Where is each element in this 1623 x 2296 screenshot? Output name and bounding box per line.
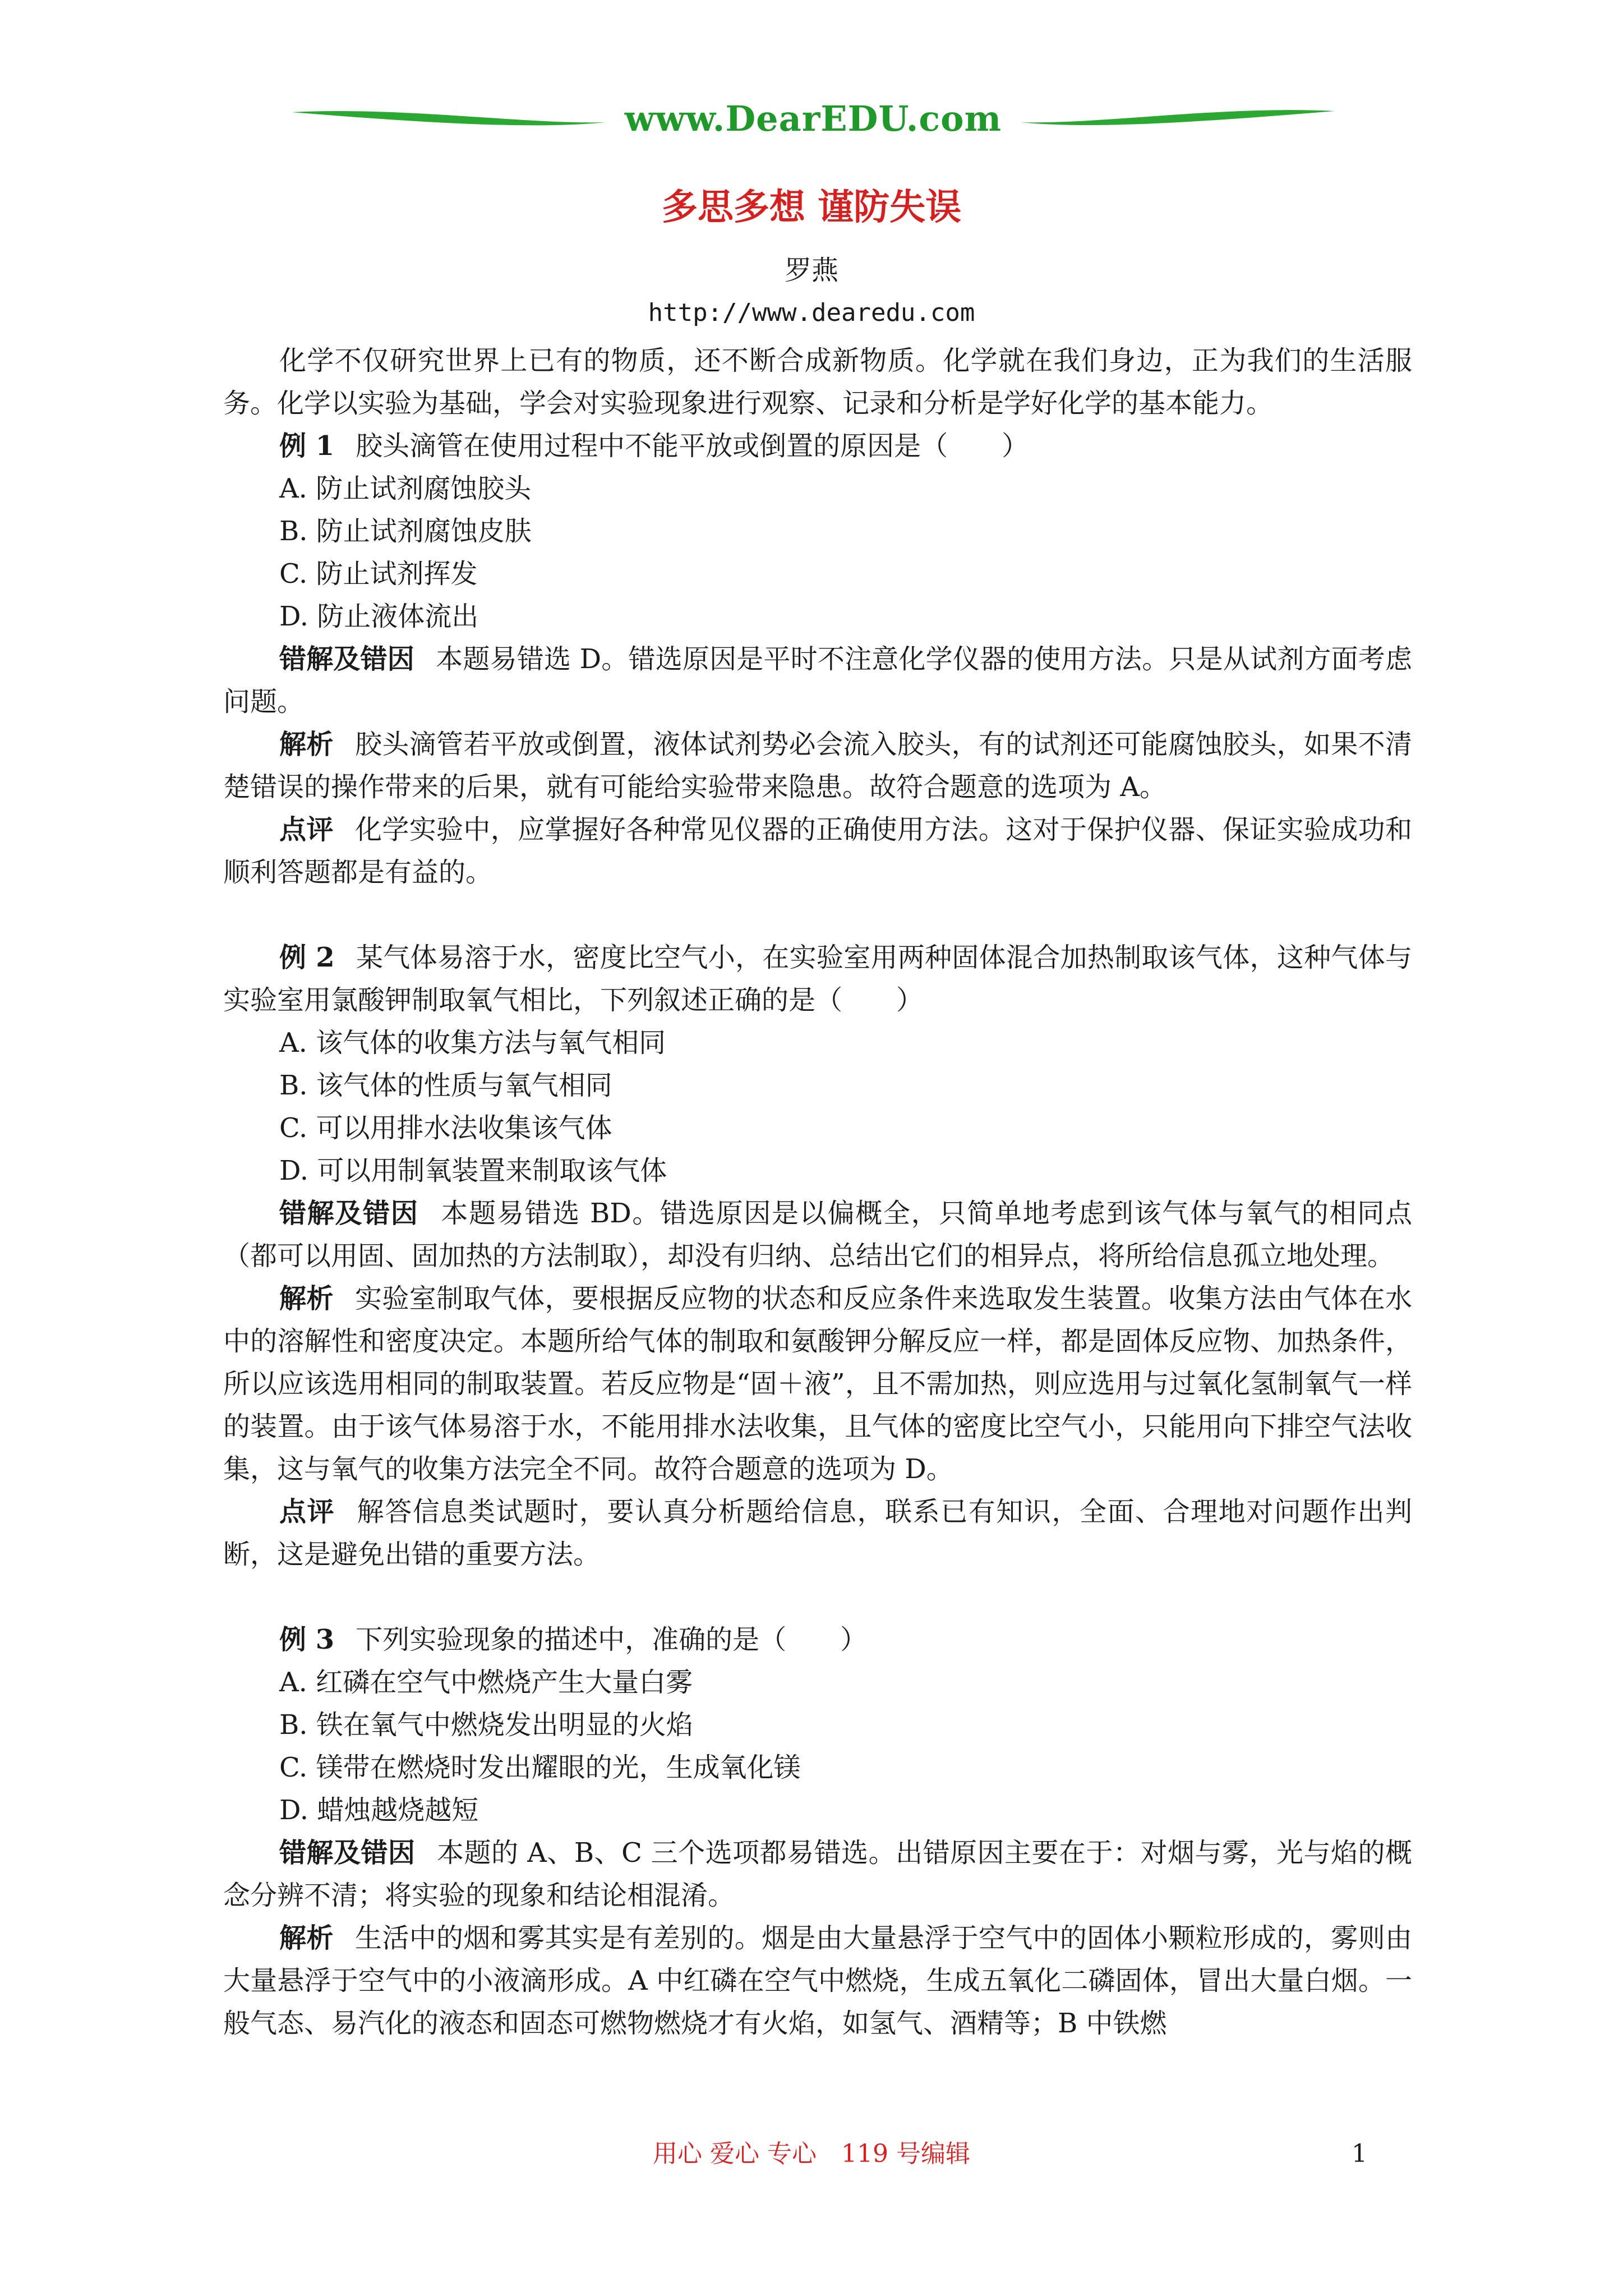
option-item: C. 可以用排水法收集该气体 (279, 1112, 612, 1144)
example-label: 例 3 (279, 1624, 335, 1655)
error-label: 错解及错因 (279, 643, 414, 675)
error-text: 本题易错选 BD。错选原因是以偏概全，只简单地考虑到该气体与氧气的相同点（都可以用固、固加热的方法制取），却没有归纳、总结出它们的相异点，将所给信息孤立地处理。 (223, 1198, 1412, 1272)
example-3-question (223, 1618, 1412, 1661)
comment-text: 解答信息类试题时，要认真分析题给信息，联系已有知识，全面、合理地对问题作出判断，这是避免出错的重要方法。 (223, 1496, 1412, 1570)
option-item: A. 防止试剂腐蚀胶头 (279, 473, 532, 504)
option-item: B. 防止试剂腐蚀皮肤 (279, 516, 532, 547)
analysis-text: 实验室制取气体，要根据反应物的状态和反应条件来选取发生装置。收集方法由气体在水中的溶解性和密度决定。本题所给气体的制取和氨酸钾分解反应一样，都是固体反应物、加热条件，所以应该选用相同的制取装置。若反应物是“固＋液”，且不需加热，则应选用与过氧化氢制氧气一样的装置。由于该气体易溶于水，不能用排水法收集，且气体的密度比空气小，只能用向下排空气法收集，这与氧气的收集方法完全不同。故符合题意的选项为 D。 (223, 1283, 1412, 1485)
question-text: 某气体易溶于水，密度比空气小，在实验室用两种固体混合加热制取该气体，这种气体与实验室用氯酸钾制取氧气相比，下列叙述正确的是（ ） (223, 942, 1412, 1016)
analysis-label: 解析 (279, 1283, 334, 1314)
question-text: 下列实验现象的描述中，准确的是（ ） (356, 1624, 868, 1655)
comment-label: 点评 (279, 1496, 335, 1527)
option-item: D. 防止液体流出 (279, 601, 479, 632)
example-2-analysis (223, 1277, 1412, 1490)
error-text: 本题的 A、B、C 三个选项都易错选。出错原因主要在于：对烟与雾，光与焰的概念分辨不清；将实验的现象和结论相混淆。 (223, 1837, 1412, 1911)
comment-text: 化学实验中，应掌握好各种常见仪器的正确使用方法。这对于保护仪器、保证实验成功和顺利答题都是有益的。 (223, 814, 1412, 888)
example-label: 例 2 (279, 942, 335, 973)
page-title: 多思多想 谨防失误 (661, 186, 962, 228)
analysis-label: 解析 (279, 729, 334, 760)
error-label: 错解及错因 (279, 1198, 419, 1229)
example-3-error (223, 1832, 1412, 1917)
source-url[interactable]: http://www.dearedu.com (648, 298, 975, 327)
analysis-text: 生活中的烟和雾其实是有差别的。烟是由大量悬浮于空气中的固体小颗粒形成的，雾则由大量悬浮于空气中的小液滴形成。A 中红磷在空气中燃烧，生成五氧化二磷固体，冒出大量白烟。一般气态、易汽化的液态和固态可燃物燃烧才有火焰，如氢气、酒精等；B 中铁燃 (223, 1922, 1412, 2039)
option-item: C. 防止试剂挥发 (279, 558, 478, 590)
option-item: D. 蜡烛越烧越短 (279, 1795, 479, 1826)
page-number: 1 (1352, 2139, 1367, 2168)
option-item: B. 该气体的性质与氧气相同 (279, 1070, 612, 1101)
question-text: 胶头滴管在使用过程中不能平放或倒置的原因是（ ） (356, 430, 1029, 462)
example-2-comment (223, 1490, 1412, 1576)
intro-paragraph: 化学不仅研究世界上已有的物质，还不断合成新物质。化学就在我们身边，正为我们的生活服务。化学以实验为基础，学会对实验现象进行观察、记录和分析是学好化学的基本能力。 (223, 345, 1412, 419)
option-item: B. 铁在氧气中燃烧发出明显的火焰 (279, 1709, 693, 1741)
example-3-analysis (223, 1917, 1412, 2045)
site-logo-text[interactable]: www.DearEDU.com (624, 98, 1002, 139)
site-header-banner (292, 95, 1335, 146)
analysis-text: 胶头滴管若平放或倒置，液体试剂势必会流入胶头，有的试剂还可能腐蚀胶头，如果不清楚错误的操作带来的后果，就有可能给实验带来隐患。故符合题意的选项为 A。 (223, 729, 1412, 803)
analysis-label: 解析 (279, 1922, 334, 1954)
example-1-error (223, 638, 1412, 723)
option-item: C. 镁带在燃烧时发出耀眼的光，生成氧化镁 (279, 1752, 801, 1783)
example-1-comment (223, 808, 1412, 894)
example-2-error (223, 1192, 1412, 1277)
example-1-question (223, 425, 1412, 467)
example-label: 例 1 (279, 430, 335, 462)
example-1-analysis (223, 723, 1412, 808)
footer-note: 用心 爱心 专心 119 号编辑 (653, 2139, 970, 2168)
error-label: 错解及错因 (279, 1837, 416, 1869)
article-body (223, 339, 1412, 2045)
error-text: 本题易错选 D。错选原因是平时不注意化学仪器的使用方法。只是从试剂方面考虑问题。 (223, 643, 1412, 717)
option-item: D. 可以用制氧装置来制取该气体 (279, 1155, 667, 1186)
comment-label: 点评 (279, 814, 334, 845)
author-name: 罗燕 (784, 255, 838, 286)
example-2-question (223, 936, 1412, 1022)
option-item: A. 该气体的收集方法与氧气相同 (279, 1027, 666, 1059)
option-item: A. 红磷在空气中燃烧产生大量白雾 (279, 1667, 693, 1698)
